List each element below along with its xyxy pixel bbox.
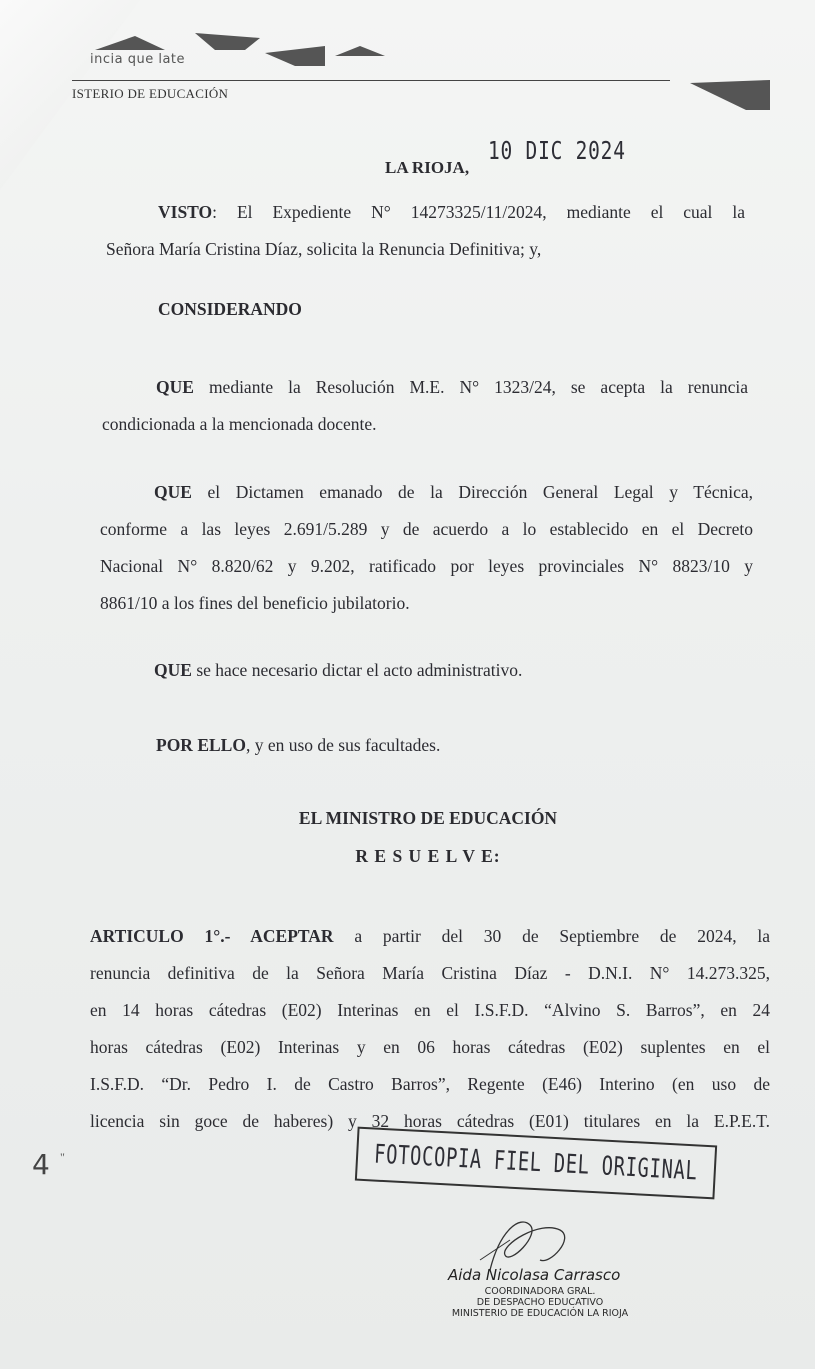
articulo-1-label: ARTICULO 1°.- ACEPTAR xyxy=(90,926,334,946)
que-paragraph-1: QUE mediante la Resolución M.E. N° 1323/24, se acepta la renuncia condicionada a la mencionada docente. xyxy=(102,377,748,434)
signature-name: Aida Nicolasa Carrasco xyxy=(448,1266,621,1284)
certified-copy-stamp: FOTOCOPIA FIEL DEL ORIGINAL xyxy=(355,1127,717,1200)
visto-label: VISTO xyxy=(158,202,213,222)
margin-page-number: 4 xyxy=(32,1148,50,1181)
corner-mark xyxy=(690,80,770,110)
que-paragraph-3: QUE se hace necesario dictar el acto administrativo. xyxy=(154,660,523,680)
margin-mark: " xyxy=(60,1150,65,1164)
date-place: LA RIOJA, xyxy=(385,158,470,177)
considerando-heading: CONSIDERANDO xyxy=(158,299,302,319)
date-stamp: 10 DIC 2024 xyxy=(488,136,626,165)
por-ello-paragraph: POR ELLO, y en uso de sus facultades. xyxy=(156,735,441,755)
resuelve-heading: R E S U E L V E: xyxy=(355,846,501,866)
que-paragraph-2: QUE el Dictamen emanado de la Dirección General Legal y Técnica, conforme a las leyes 2.691/5.289 y de acuerdo a lo establecido en el Decreto Nacional N° 8.820/62 y 9.202, ratificado por leyes provinciales N° 8823/10 y 8861/10 a los fines del beneficio jubilatorio. xyxy=(100,482,753,613)
ministro-heading: EL MINISTRO DE EDUCACIÓN xyxy=(298,808,558,828)
ministry-header: ISTERIO DE EDUCACIÓN xyxy=(72,86,229,101)
header-rule xyxy=(72,80,670,81)
signature-title-1: COORDINADORA GRAL. xyxy=(484,1286,596,1297)
signature-title-2: DE DESPACHO EDUCATIVO xyxy=(476,1297,604,1308)
signature-title-3: MINISTERIO DE EDUCACIÓN LA RIOJA xyxy=(451,1308,629,1319)
signature-titles xyxy=(440,1286,640,1319)
visto-paragraph: VISTO: El Expediente N° 14273325/11/2024, mediante el cual la Señora María Cristina Díaz, solicita la Renuncia Definitiva; y, xyxy=(106,202,745,259)
logo-tagline: incia que late xyxy=(90,52,186,67)
articulo-1-paragraph: ARTICULO 1°.- ACEPTAR a partir del 30 de Septiembre de 2024, la renuncia definitiva de la Señora María Cristina Díaz - D.N.I. N° 14.273.325, en 14 horas cátedras (E02) Interinas en el I.S.F.D. “Alvino S. Barros”, en 24 horas cátedras (E02) Interinas y en 06 horas cátedras (E02) suplentes en el I.S.F.D. “Dr. Pedro I. de Castro Barros”, Regente (E46) Interino (en uso de licencia sin goce de haberes) y 32 horas cátedras (E01) titulares en la E.P.E.T. xyxy=(90,926,771,1131)
